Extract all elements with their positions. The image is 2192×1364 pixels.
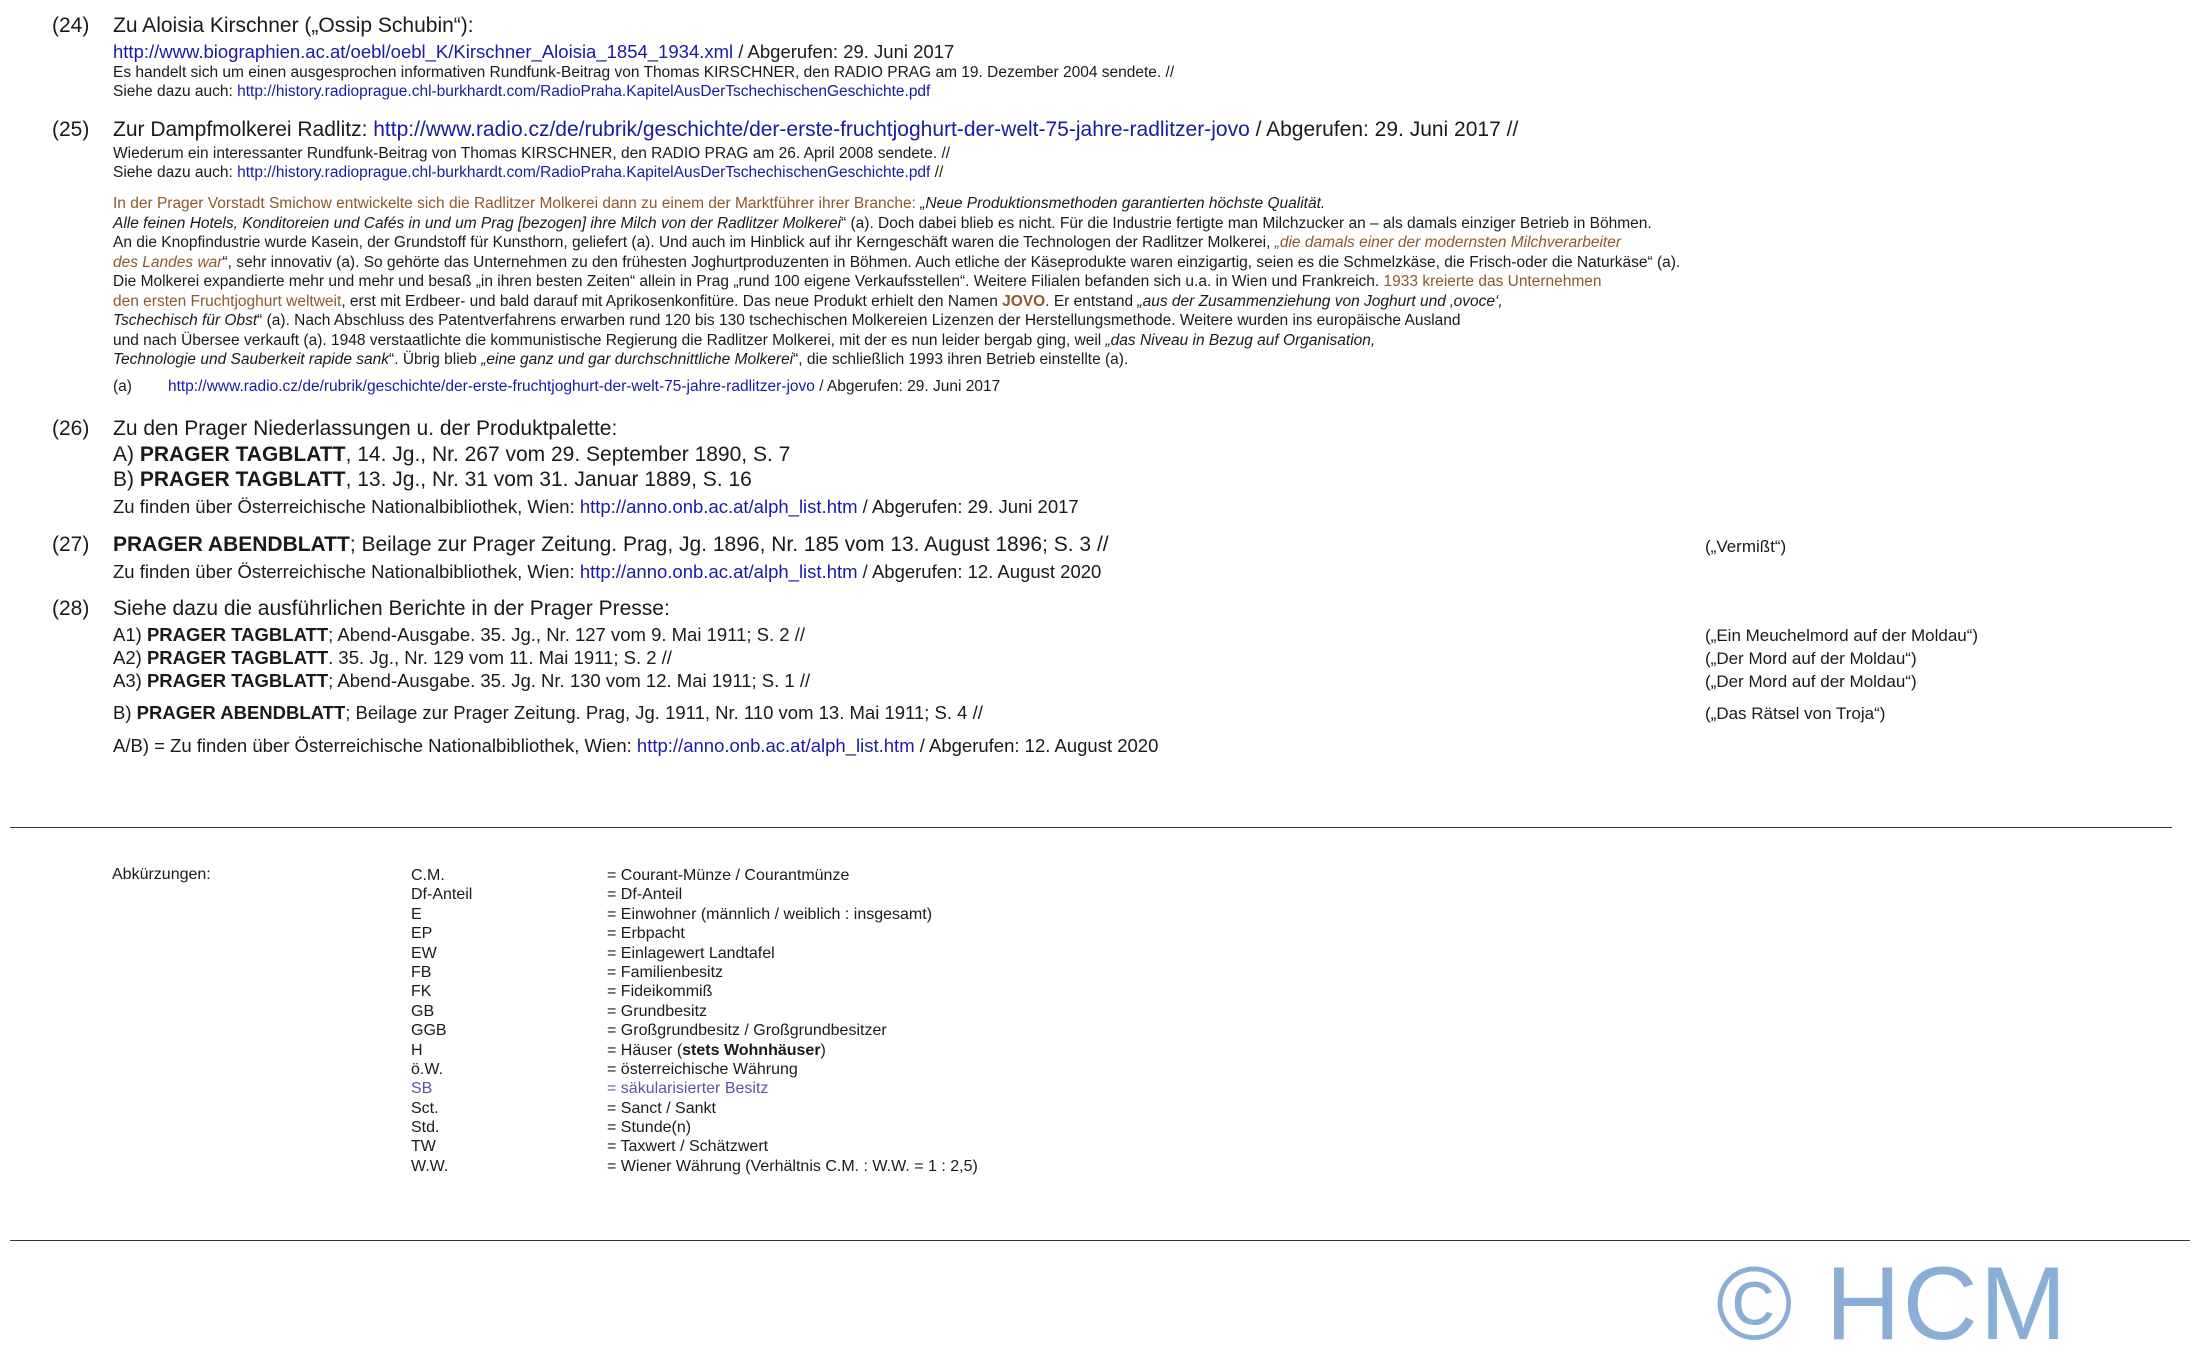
quote: „die damals einer der modernsten Milchverarbeiter bbox=[1274, 234, 1622, 251]
quote: „das Niveau in Bezug auf Organisation, bbox=[1105, 331, 1376, 349]
entry-title: Siehe dazu die ausführlichen Berichte in der Prager Presse: bbox=[113, 597, 670, 620]
citation-text: ; Abend-Ausgabe. 35. Jg., Nr. 127 vom 9. Mai 1911; S. 2 // bbox=[328, 624, 805, 645]
entry-title: Zur Dampfmolkerei Radlitz: bbox=[113, 118, 374, 141]
definition-text: = Erbpacht bbox=[607, 925, 685, 943]
abbreviation-definition bbox=[607, 1099, 978, 1118]
quote: „aus der Zusammenziehung von Joghurt und ‚ovoce‘, bbox=[1137, 292, 1503, 310]
definition-text: = Grundbesitz bbox=[607, 1002, 708, 1020]
find-label: A/B) = Zu finden über Österreichische Nationalbibliothek, Wien: bbox=[113, 735, 637, 756]
newspaper-name: PRAGER TAGBLATT bbox=[139, 468, 346, 491]
definition-text: = Häuser ( bbox=[607, 1041, 683, 1059]
abbreviations-title: Abkürzungen: bbox=[112, 866, 211, 883]
abbreviation-key: EP bbox=[411, 925, 433, 943]
retrieval-date: / Abgerufen: 29. Juni 2017 bbox=[733, 41, 955, 62]
entry-number: (27) bbox=[52, 533, 90, 556]
abbreviation-definition bbox=[607, 1079, 978, 1098]
abbreviation-definition bbox=[607, 1060, 978, 1079]
definition-text: = österreichische Währung bbox=[607, 1060, 798, 1078]
retrieval-date: / Abgerufen: 29. Juni 2017 bbox=[857, 496, 1079, 517]
retrieval-date: / Abgerufen: 12. August 2020 bbox=[857, 561, 1102, 582]
anno-onb-link[interactable]: http://anno.onb.ac.at/alph_list.htm bbox=[579, 561, 858, 582]
entry-title: Zu den Prager Niederlassungen u. der Produktpalette: bbox=[113, 417, 618, 440]
paragraph-text: In der Prager Vorstadt Smichow entwickelte sich die Radlitzer Molkerei dann zu einem der Marktführer ihrer Branche: bbox=[113, 195, 921, 212]
article-title-note: („Das Rätsel von Troja“) bbox=[1705, 704, 1886, 723]
definition-text: = Df-Anteil bbox=[607, 886, 683, 904]
anno-onb-link[interactable]: http://anno.onb.ac.at/alph_list.htm bbox=[579, 496, 858, 517]
definition-text: = Taxwert / Schätzwert bbox=[607, 1138, 769, 1156]
abbreviation-keys bbox=[411, 866, 472, 1176]
quote: „eine ganz und gar durchschnittliche Molkerei bbox=[481, 351, 794, 368]
abbreviation-definition bbox=[607, 982, 978, 1001]
definition-text: = Sanct / Sankt bbox=[607, 1099, 716, 1117]
item-prefix: A) bbox=[113, 443, 140, 466]
abbreviation-key: H bbox=[411, 1041, 423, 1059]
abbreviation-definitions bbox=[607, 866, 978, 1176]
item-prefix: B) bbox=[113, 702, 137, 723]
paragraph-text: “. Übrig blieb bbox=[389, 351, 482, 368]
product-name: JOVO bbox=[1002, 292, 1046, 310]
abbreviation-definition bbox=[607, 1118, 978, 1137]
definition-text: = Courant-Münze / Courantmünze bbox=[607, 867, 850, 884]
find-label: Zu finden über Österreichische Nationalbibliothek, Wien: bbox=[113, 496, 580, 517]
citation-text: , 14. Jg., Nr. 267 vom 29. September 1890, S. 7 bbox=[345, 443, 791, 466]
retrieval-date: / Abgerufen: 29. Juni 2017 // bbox=[1249, 118, 1519, 141]
retrieval-date: / Abgerufen: 12. August 2020 bbox=[914, 735, 1159, 756]
abbreviation-definition bbox=[607, 1021, 978, 1040]
abbreviation-key: Std. bbox=[411, 1119, 440, 1137]
dairy-history-paragraph bbox=[113, 194, 1913, 370]
anno-onb-link[interactable]: http://anno.onb.ac.at/alph_list.htm bbox=[636, 735, 915, 756]
highlight-text: 1933 kreierte das Unternehmen bbox=[1383, 273, 1602, 290]
abbreviation-key: FB bbox=[411, 963, 432, 981]
reference-label: (a) bbox=[113, 378, 132, 395]
abbreviation-key: Sct. bbox=[411, 1099, 439, 1117]
radio-cz-reference-link[interactable]: http://www.radio.cz/de/rubrik/geschichte/der-erste-fruchtjoghurt-der-welt-75-jahre-radlitzer-jovo bbox=[167, 378, 815, 395]
see-also-label: Siehe dazu auch: bbox=[113, 83, 238, 100]
newspaper-name: PRAGER TAGBLATT bbox=[139, 443, 346, 466]
definition-text: = Stunde(n) bbox=[607, 1119, 692, 1137]
definition-text: = Familienbesitz bbox=[607, 963, 724, 981]
footer-divider bbox=[10, 1240, 2190, 1241]
quote: Technologie und Sauberkeit rapide sank bbox=[113, 351, 390, 368]
paragraph-text: und nach Übersee verkauft (a). 1948 verstaatlichte die kommunistische Regierung die Radlitzer Molkerei, mit der es nun leider bergab ging, weil bbox=[113, 331, 1106, 349]
article-title-note: („Der Mord auf der Moldau“) bbox=[1705, 649, 1917, 668]
citation-text: ; Abend-Ausgabe. 35. Jg. Nr. 130 vom 12. Mai 1911; S. 1 // bbox=[328, 670, 811, 691]
definition-text: = säkularisierter Besitz bbox=[607, 1080, 769, 1098]
definition-text: = Wiener Währung (Verhältnis C.M. : W.W. = 1 : 2,5) bbox=[607, 1157, 978, 1175]
abbreviation-key: W.W. bbox=[411, 1157, 449, 1175]
entry-title: Zu Aloisia Kirschner („Ossip Schubin“): bbox=[113, 14, 474, 37]
abbreviation-definition bbox=[607, 963, 978, 982]
newspaper-name: PRAGER ABENDBLATT bbox=[113, 533, 350, 556]
radioprague-link[interactable]: http://history.radioprague.chl-burkhardt.com/RadioPraha.KapitelAusDerTschechischenGeschichte.pdf bbox=[237, 164, 931, 181]
source-note: Wiederum ein interessanter Rundfunk-Beitrag von Thomas KIRSCHNER, den RADIO PRAG am 26. April 2008 sendete. // bbox=[113, 145, 951, 162]
abbreviation-definition bbox=[607, 905, 978, 924]
paragraph-text: “ (a). Nach Abschluss des Patentverfahrens erwarben rund 120 bis 130 tschechischen Molkereien Lizenzen der Herstellungsmethode. Weitere wurden ins europäische Ausland bbox=[257, 312, 1461, 329]
citation-text: , 13. Jg., Nr. 31 vom 31. Januar 1889, S. 16 bbox=[345, 468, 752, 491]
citation-text: ; Beilage zur Prager Zeitung. Prag, Jg. 1911, Nr. 110 vom 13. Mai 1911; S. 4 // bbox=[345, 702, 983, 723]
separator: // bbox=[930, 164, 944, 181]
definition-text: = Fideikommiß bbox=[607, 983, 713, 1001]
abbreviation-key: E bbox=[411, 905, 422, 923]
definition-text: ) bbox=[820, 1041, 826, 1059]
newspaper-name: PRAGER ABENDBLATT bbox=[136, 702, 346, 723]
article-title-note: („Vermißt“) bbox=[1705, 537, 1787, 556]
paragraph-text: “, sehr innovativ (a). So gehörte das Unternehmen zu den frühesten Joghurtproduzenten in Böhmen. Auch etliche der Käseprodukte waren einzigartig, seien es die Schmelzkäse, die Frisch-oder die Naturkäse“ (a). bbox=[222, 253, 1681, 271]
item-prefix: A1) bbox=[113, 624, 147, 645]
quote: Alle feinen Hotels, Konditoreien und Cafés in und um Prag [bezogen] ihre Milch von der Radlitzer Molkerei bbox=[113, 214, 842, 232]
article-title-note: („Ein Meuchelmord auf der Moldau“) bbox=[1705, 626, 1979, 645]
entry-number: (26) bbox=[52, 417, 90, 440]
abbreviation-definition bbox=[607, 944, 978, 963]
item-prefix: A2) bbox=[113, 647, 147, 668]
citation-text: ; Beilage zur Prager Zeitung. Prag, Jg. 1896, Nr. 185 vom 13. August 1896; S. 3 // bbox=[349, 533, 1109, 556]
source-note: Es handelt sich um einen ausgesprochen informativen Rundfunk-Beitrag von Thomas KIRSCHNER, den RADIO PRAG am 19. Dezember 2004 sendete. // bbox=[113, 64, 1175, 81]
quote: „Neue Produktionsmethoden garantierten höchste Qualität. bbox=[920, 195, 1326, 212]
newspaper-name: PRAGER TAGBLATT bbox=[146, 624, 329, 645]
entry-number: (28) bbox=[52, 597, 90, 620]
retrieval-date: / Abgerufen: 29. Juni 2017 bbox=[814, 378, 1001, 395]
citation-text: . 35. Jg., Nr. 129 vom 11. Mai 1911; S. 2 // bbox=[328, 647, 672, 668]
biographien-link[interactable]: http://www.biographien.ac.at/oebl/oebl_K/Kirschner_Aloisia_1854_1934.xml bbox=[113, 41, 734, 62]
definition-text: = Einwohner (männlich / weiblich : insgesamt) bbox=[607, 905, 933, 923]
abbreviation-definition bbox=[607, 1157, 978, 1176]
divider bbox=[10, 827, 2172, 828]
abbreviation-definition bbox=[607, 1041, 978, 1060]
radioprague-link[interactable]: http://history.radioprague.chl-burkhardt.com/RadioPraha.KapitelAusDerTschechischenGeschichte.pdf bbox=[237, 83, 931, 100]
paragraph-text: Die Molkerei expandierte mehr und mehr und besaß „in ihren besten Zeiten“ allein in Prag „rund 100 eigene Verkaufsstellen“. Weitere Filialen befanden sich u.a. in Wien und Frankreich. bbox=[113, 273, 1384, 290]
paragraph-text: An die Knopfindustrie wurde Kasein, der Grundstoff für Kunsthorn, geliefert (a). Und auch im Hinblick auf ihr Kerngeschäft waren die Technologen der Radlitzer Molkerei, bbox=[113, 234, 1275, 251]
item-prefix: B) bbox=[113, 468, 140, 491]
abbreviation-key: SB bbox=[411, 1080, 433, 1098]
abbreviation-key: Df-Anteil bbox=[411, 886, 473, 904]
radio-cz-link[interactable]: http://www.radio.cz/de/rubrik/geschichte/der-erste-fruchtjoghurt-der-welt-75-jahre-radlitzer-jovo bbox=[373, 118, 1250, 141]
paragraph-text: “, die schließlich 1993 ihren Betrieb einstellte (a). bbox=[793, 351, 1129, 368]
abbreviation-key: FK bbox=[411, 983, 432, 1001]
article-title-note: („Der Mord auf der Moldau“) bbox=[1705, 672, 1917, 691]
paragraph-text: “ (a). Doch dabei blieb es nicht. Für die Industrie fertigte man Milchzucker an – als damals einziger Betrieb in Böhmen. bbox=[841, 214, 1652, 232]
abbreviation-key: GGB bbox=[411, 1022, 447, 1040]
abbreviation-definition bbox=[607, 1002, 978, 1021]
abbreviation-definition bbox=[607, 924, 978, 943]
abbreviation-key: EW bbox=[411, 944, 437, 962]
paragraph-text: . Er entstand bbox=[1045, 292, 1138, 310]
definition-emphasis: stets Wohnhäuser bbox=[682, 1041, 821, 1059]
highlight-text: den ersten Fruchtjoghurt weltweit bbox=[113, 292, 342, 310]
abbreviation-definition bbox=[607, 1137, 978, 1156]
entry-number: (24) bbox=[52, 14, 90, 37]
find-label: Zu finden über Österreichische Nationalbibliothek, Wien: bbox=[113, 561, 580, 582]
quote: Tschechisch für Obst bbox=[113, 312, 258, 329]
newspaper-name: PRAGER TAGBLATT bbox=[146, 647, 329, 668]
copyright-mark: © HCM bbox=[1716, 1246, 2069, 1362]
quote: des Landes war bbox=[113, 253, 223, 271]
abbreviation-key: C.M. bbox=[411, 867, 445, 884]
see-also-label: Siehe dazu auch: bbox=[113, 164, 238, 181]
abbreviation-key: TW bbox=[411, 1138, 436, 1156]
paragraph-text: , erst mit Erdbeer- und bald darauf mit Aprikosenkonfitüre. Das neue Produkt erhielt den Namen bbox=[341, 292, 1003, 310]
item-prefix: A3) bbox=[113, 670, 147, 691]
abbreviation-definition bbox=[607, 866, 978, 885]
definition-text: = Einlagewert Landtafel bbox=[607, 944, 775, 962]
newspaper-name: PRAGER TAGBLATT bbox=[146, 670, 329, 691]
definition-text: = Großgrundbesitz / Großgrundbesitzer bbox=[607, 1022, 887, 1040]
abbreviation-key: GB bbox=[411, 1002, 435, 1020]
entry-number: (25) bbox=[52, 118, 90, 141]
abbreviation-key: ö.W. bbox=[411, 1060, 444, 1078]
abbreviation-definition bbox=[607, 885, 978, 904]
